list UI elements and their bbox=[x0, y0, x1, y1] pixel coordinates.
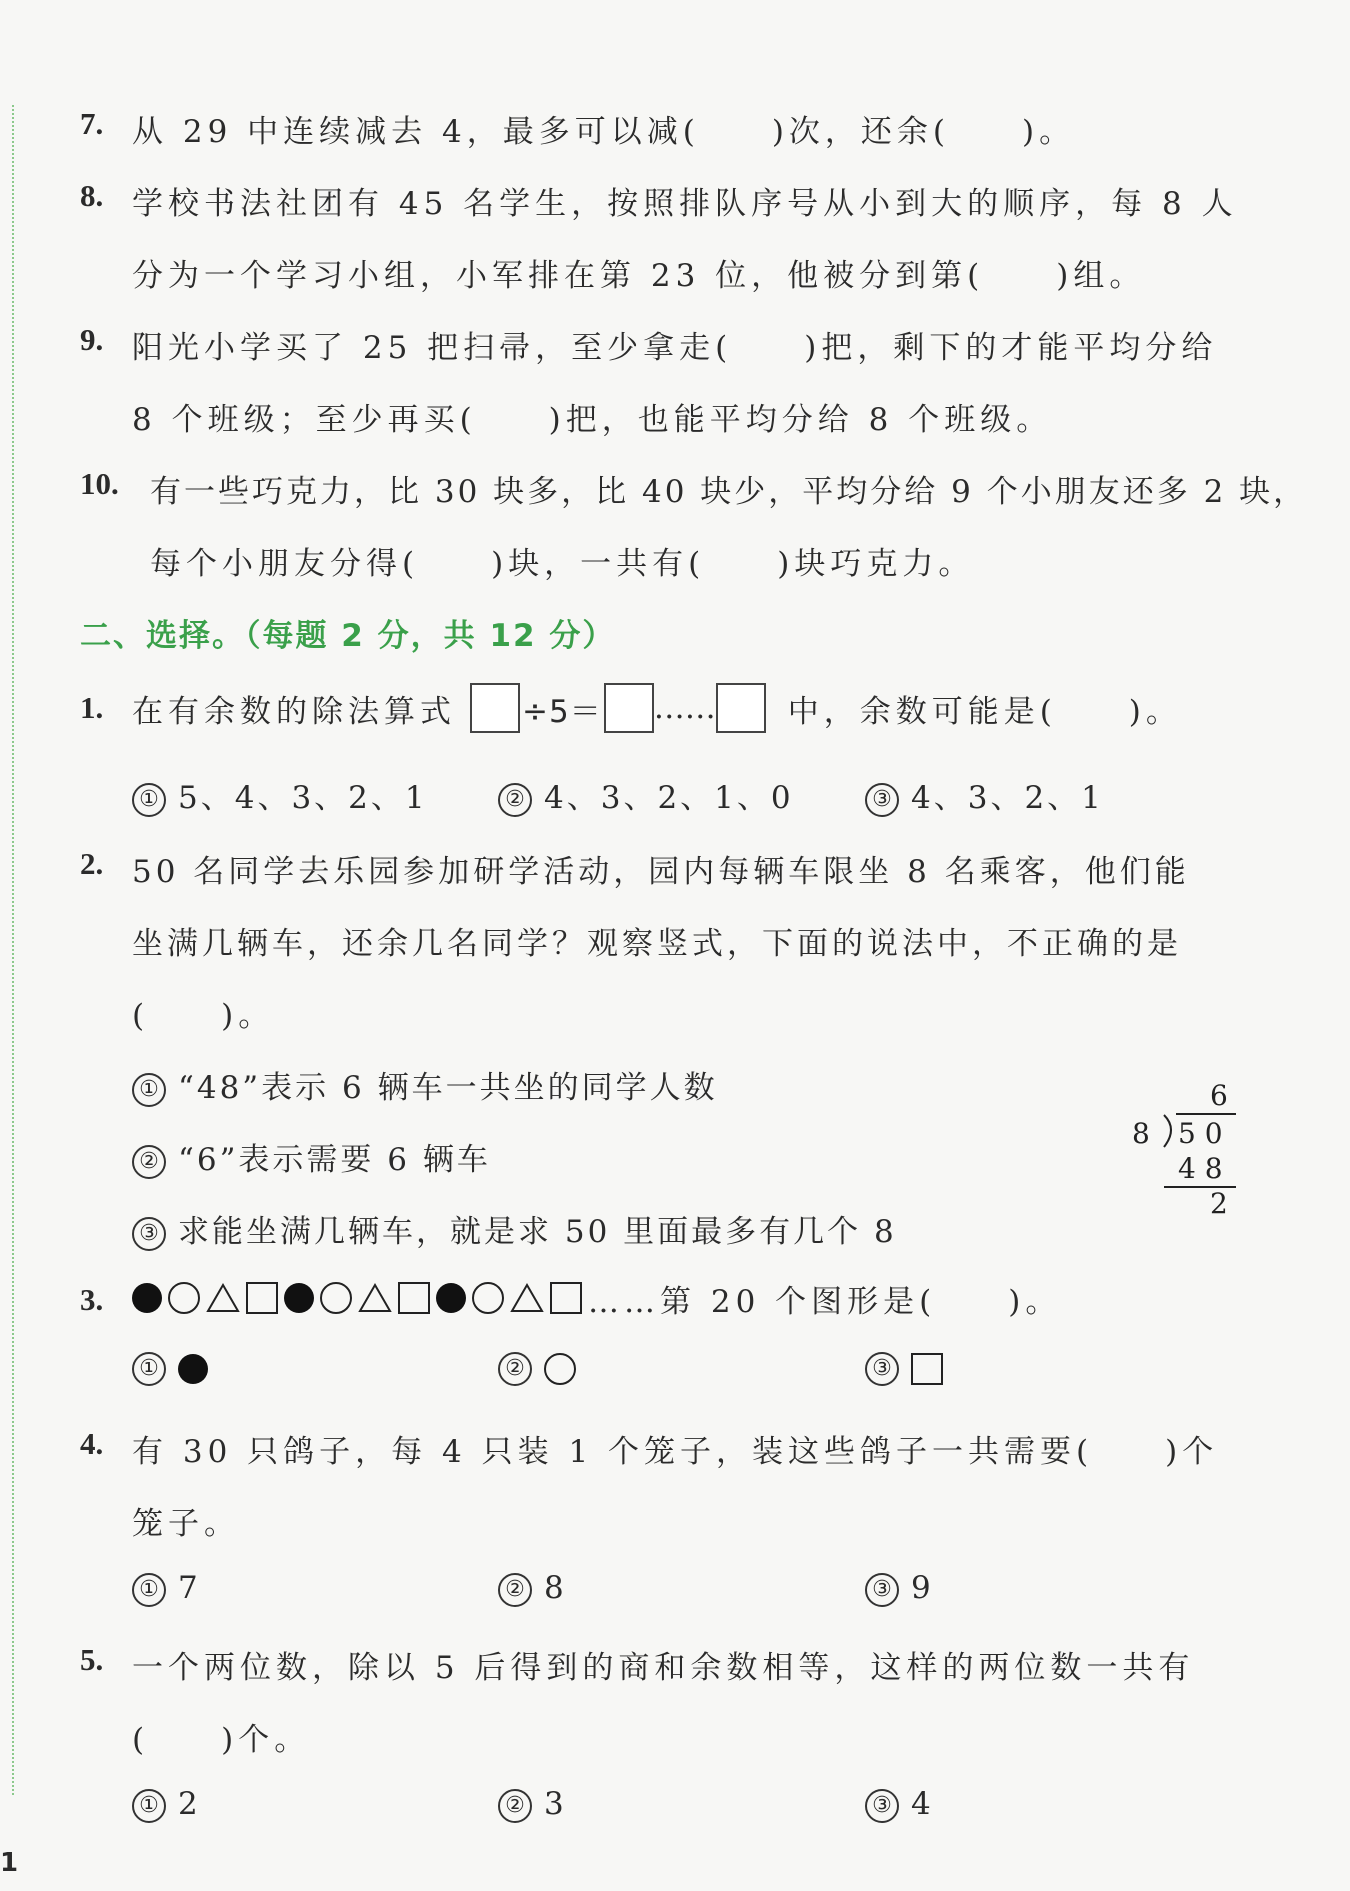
q8-text-line1: 学校书法社团有 45 名学生，按照排队序号从小到大的顺序，每 8 人 bbox=[132, 186, 1238, 222]
c4-option-1[interactable] bbox=[132, 1570, 201, 1607]
circle-icon bbox=[320, 1282, 352, 1314]
option-marker-3: ③ bbox=[132, 1217, 166, 1251]
c1-dots: …… bbox=[653, 690, 716, 726]
c2-option-1[interactable] bbox=[132, 1062, 718, 1107]
option-marker-3: ③ bbox=[865, 1352, 899, 1386]
q9-text-line1: 阳光小学买了 25 把扫帚，至少拿走( )把，剩下的才能平均分给 bbox=[132, 330, 1218, 366]
option-marker-2: ② bbox=[498, 1573, 532, 1607]
filled-circle-icon bbox=[436, 1283, 466, 1313]
q10-number: 10. bbox=[80, 466, 119, 501]
c5-number: 5. bbox=[80, 1642, 104, 1677]
c5-option-3[interactable] bbox=[865, 1786, 934, 1823]
c1-division: ÷5＝ bbox=[522, 693, 602, 730]
c1-suffix: 中，余数可能是( )。 bbox=[787, 693, 1182, 730]
option-marker-2: ② bbox=[498, 783, 532, 817]
ld-bracket bbox=[1164, 1115, 1171, 1147]
c1-option-3[interactable] bbox=[865, 772, 1104, 817]
shape-sequence bbox=[132, 1282, 588, 1314]
q8-number: 8. bbox=[80, 178, 104, 213]
c3-suffix: ……第 20 个图形是( )。 bbox=[588, 1283, 1062, 1320]
c4-option-3[interactable] bbox=[865, 1570, 934, 1607]
c1-option-2[interactable] bbox=[498, 772, 794, 817]
q10-text-line1: 有一些巧克力，比 30 块多，比 40 块少，平均分给 9 个小朋友还多 2 块， bbox=[150, 474, 1308, 510]
circle-icon bbox=[544, 1353, 576, 1385]
c4-option-2-text: 8 bbox=[544, 1570, 567, 1606]
c2-option-3[interactable] bbox=[132, 1206, 897, 1251]
c3-option-3[interactable] bbox=[865, 1352, 949, 1386]
c4-text-line1: 有 30 只鸽子，每 4 只装 1 个笼子，装这些鸽子一共需要( )个 bbox=[132, 1434, 1219, 1470]
c2-text-line2: 坐满几辆车，还余几名同学？观察竖式，下面的说法中，不正确的是 bbox=[132, 926, 1182, 962]
margin-dotted-line bbox=[12, 105, 14, 1795]
q10-text-line2: 每个小朋友分得( )块，一共有( )块巧克力。 bbox=[150, 546, 975, 582]
ld-product: 4 8 bbox=[1178, 1152, 1223, 1185]
c5-text-line1: 一个两位数，除以 5 后得到的商和余数相等，这样的两位数一共有 bbox=[132, 1650, 1195, 1686]
section-title: 二、选择。（每题 2 分，共 12 分） bbox=[80, 618, 616, 654]
c3-option-1[interactable] bbox=[132, 1352, 214, 1386]
dividend-box bbox=[470, 683, 520, 733]
square-icon bbox=[911, 1353, 943, 1385]
filled-circle-icon bbox=[178, 1354, 208, 1384]
q7-text: 从 29 中连续减去 4，最多可以减( )次，还余( )。 bbox=[132, 114, 1076, 150]
c5-option-3-text: 4 bbox=[911, 1786, 934, 1822]
c1-option-1-text: 5、4、3、2、1 bbox=[178, 780, 428, 816]
option-marker-3: ③ bbox=[865, 1573, 899, 1607]
q9-number: 9. bbox=[80, 322, 104, 357]
option-marker-1: ① bbox=[132, 783, 166, 817]
ld-quotient: 6 bbox=[1210, 1079, 1228, 1112]
option-marker-2: ② bbox=[132, 1145, 166, 1179]
option-marker-1: ① bbox=[132, 1073, 166, 1107]
c2-option-1-text: “48”表示 6 辆车一共坐的同学人数 bbox=[178, 1070, 718, 1106]
circle-icon bbox=[472, 1282, 504, 1314]
option-marker-3: ③ bbox=[865, 1789, 899, 1823]
c5-option-2-text: 3 bbox=[544, 1786, 567, 1822]
q8-text-line2: 分为一个学习小组，小军排在第 23 位，他被分到第( )组。 bbox=[132, 258, 1146, 294]
option-marker-3: ③ bbox=[865, 783, 899, 817]
c4-option-1-text: 7 bbox=[178, 1570, 201, 1606]
c2-text-line3: ( )。 bbox=[132, 998, 275, 1034]
c2-option-3-text: 求能坐满几辆车，就是求 50 里面最多有几个 8 bbox=[178, 1214, 897, 1250]
ld-remainder: 2 bbox=[1210, 1187, 1228, 1215]
square-icon bbox=[398, 1282, 430, 1314]
triangle-icon bbox=[206, 1283, 240, 1313]
c2-option-2-text: “6”表示需要 6 辆车 bbox=[178, 1142, 491, 1178]
filled-circle-icon bbox=[284, 1283, 314, 1313]
c5-text-line2: ( )个。 bbox=[132, 1722, 311, 1758]
remainder-box bbox=[716, 683, 766, 733]
c3-option-2[interactable] bbox=[498, 1352, 582, 1386]
c5-option-2[interactable] bbox=[498, 1786, 567, 1823]
c3-number: 3. bbox=[80, 1282, 104, 1317]
circle-icon bbox=[168, 1282, 200, 1314]
square-icon bbox=[550, 1282, 582, 1314]
square-icon bbox=[246, 1282, 278, 1314]
option-marker-2: ② bbox=[498, 1789, 532, 1823]
long-division bbox=[1128, 1075, 1238, 1215]
shape-pattern bbox=[132, 1278, 1061, 1318]
c2-option-2[interactable] bbox=[132, 1134, 491, 1179]
c1-prefix: 在有余数的除法算式 bbox=[132, 693, 456, 730]
c5-option-1-text: 2 bbox=[178, 1786, 201, 1822]
triangle-icon bbox=[358, 1283, 392, 1313]
c4-option-3-text: 9 bbox=[911, 1570, 934, 1606]
c2-number: 2. bbox=[80, 846, 104, 881]
option-marker-1: ① bbox=[132, 1789, 166, 1823]
option-marker-1: ① bbox=[132, 1352, 166, 1386]
c4-text-line2: 笼子。 bbox=[132, 1506, 240, 1542]
c1-option-3-text: 4、3、2、1 bbox=[911, 780, 1104, 816]
c1-option-2-text: 4、3、2、1、0 bbox=[544, 780, 794, 816]
c2-text-line1: 50 名同学去乐园参加研学活动，园内每辆车限坐 8 名乘客，他们能 bbox=[132, 854, 1190, 890]
option-marker-2: ② bbox=[498, 1352, 532, 1386]
c1-option-1[interactable] bbox=[132, 772, 428, 817]
c4-number: 4. bbox=[80, 1426, 104, 1461]
filled-circle-icon bbox=[132, 1283, 162, 1313]
c4-option-2[interactable] bbox=[498, 1570, 567, 1607]
triangle-icon bbox=[510, 1283, 544, 1313]
ld-divisor: 8 bbox=[1132, 1117, 1150, 1150]
c5-option-1[interactable] bbox=[132, 1786, 201, 1823]
c1-stem bbox=[132, 680, 1182, 736]
quotient-box bbox=[604, 683, 654, 733]
q9-text-line2: 8 个班级；至少再买( )把，也能平均分给 8 个班级。 bbox=[132, 402, 1053, 438]
ld-dividend: 5 0 bbox=[1178, 1117, 1223, 1150]
q7-number: 7. bbox=[80, 106, 104, 141]
page-number: 1 bbox=[0, 1848, 19, 1878]
c1-number: 1. bbox=[80, 690, 104, 725]
option-marker-1: ① bbox=[132, 1573, 166, 1607]
